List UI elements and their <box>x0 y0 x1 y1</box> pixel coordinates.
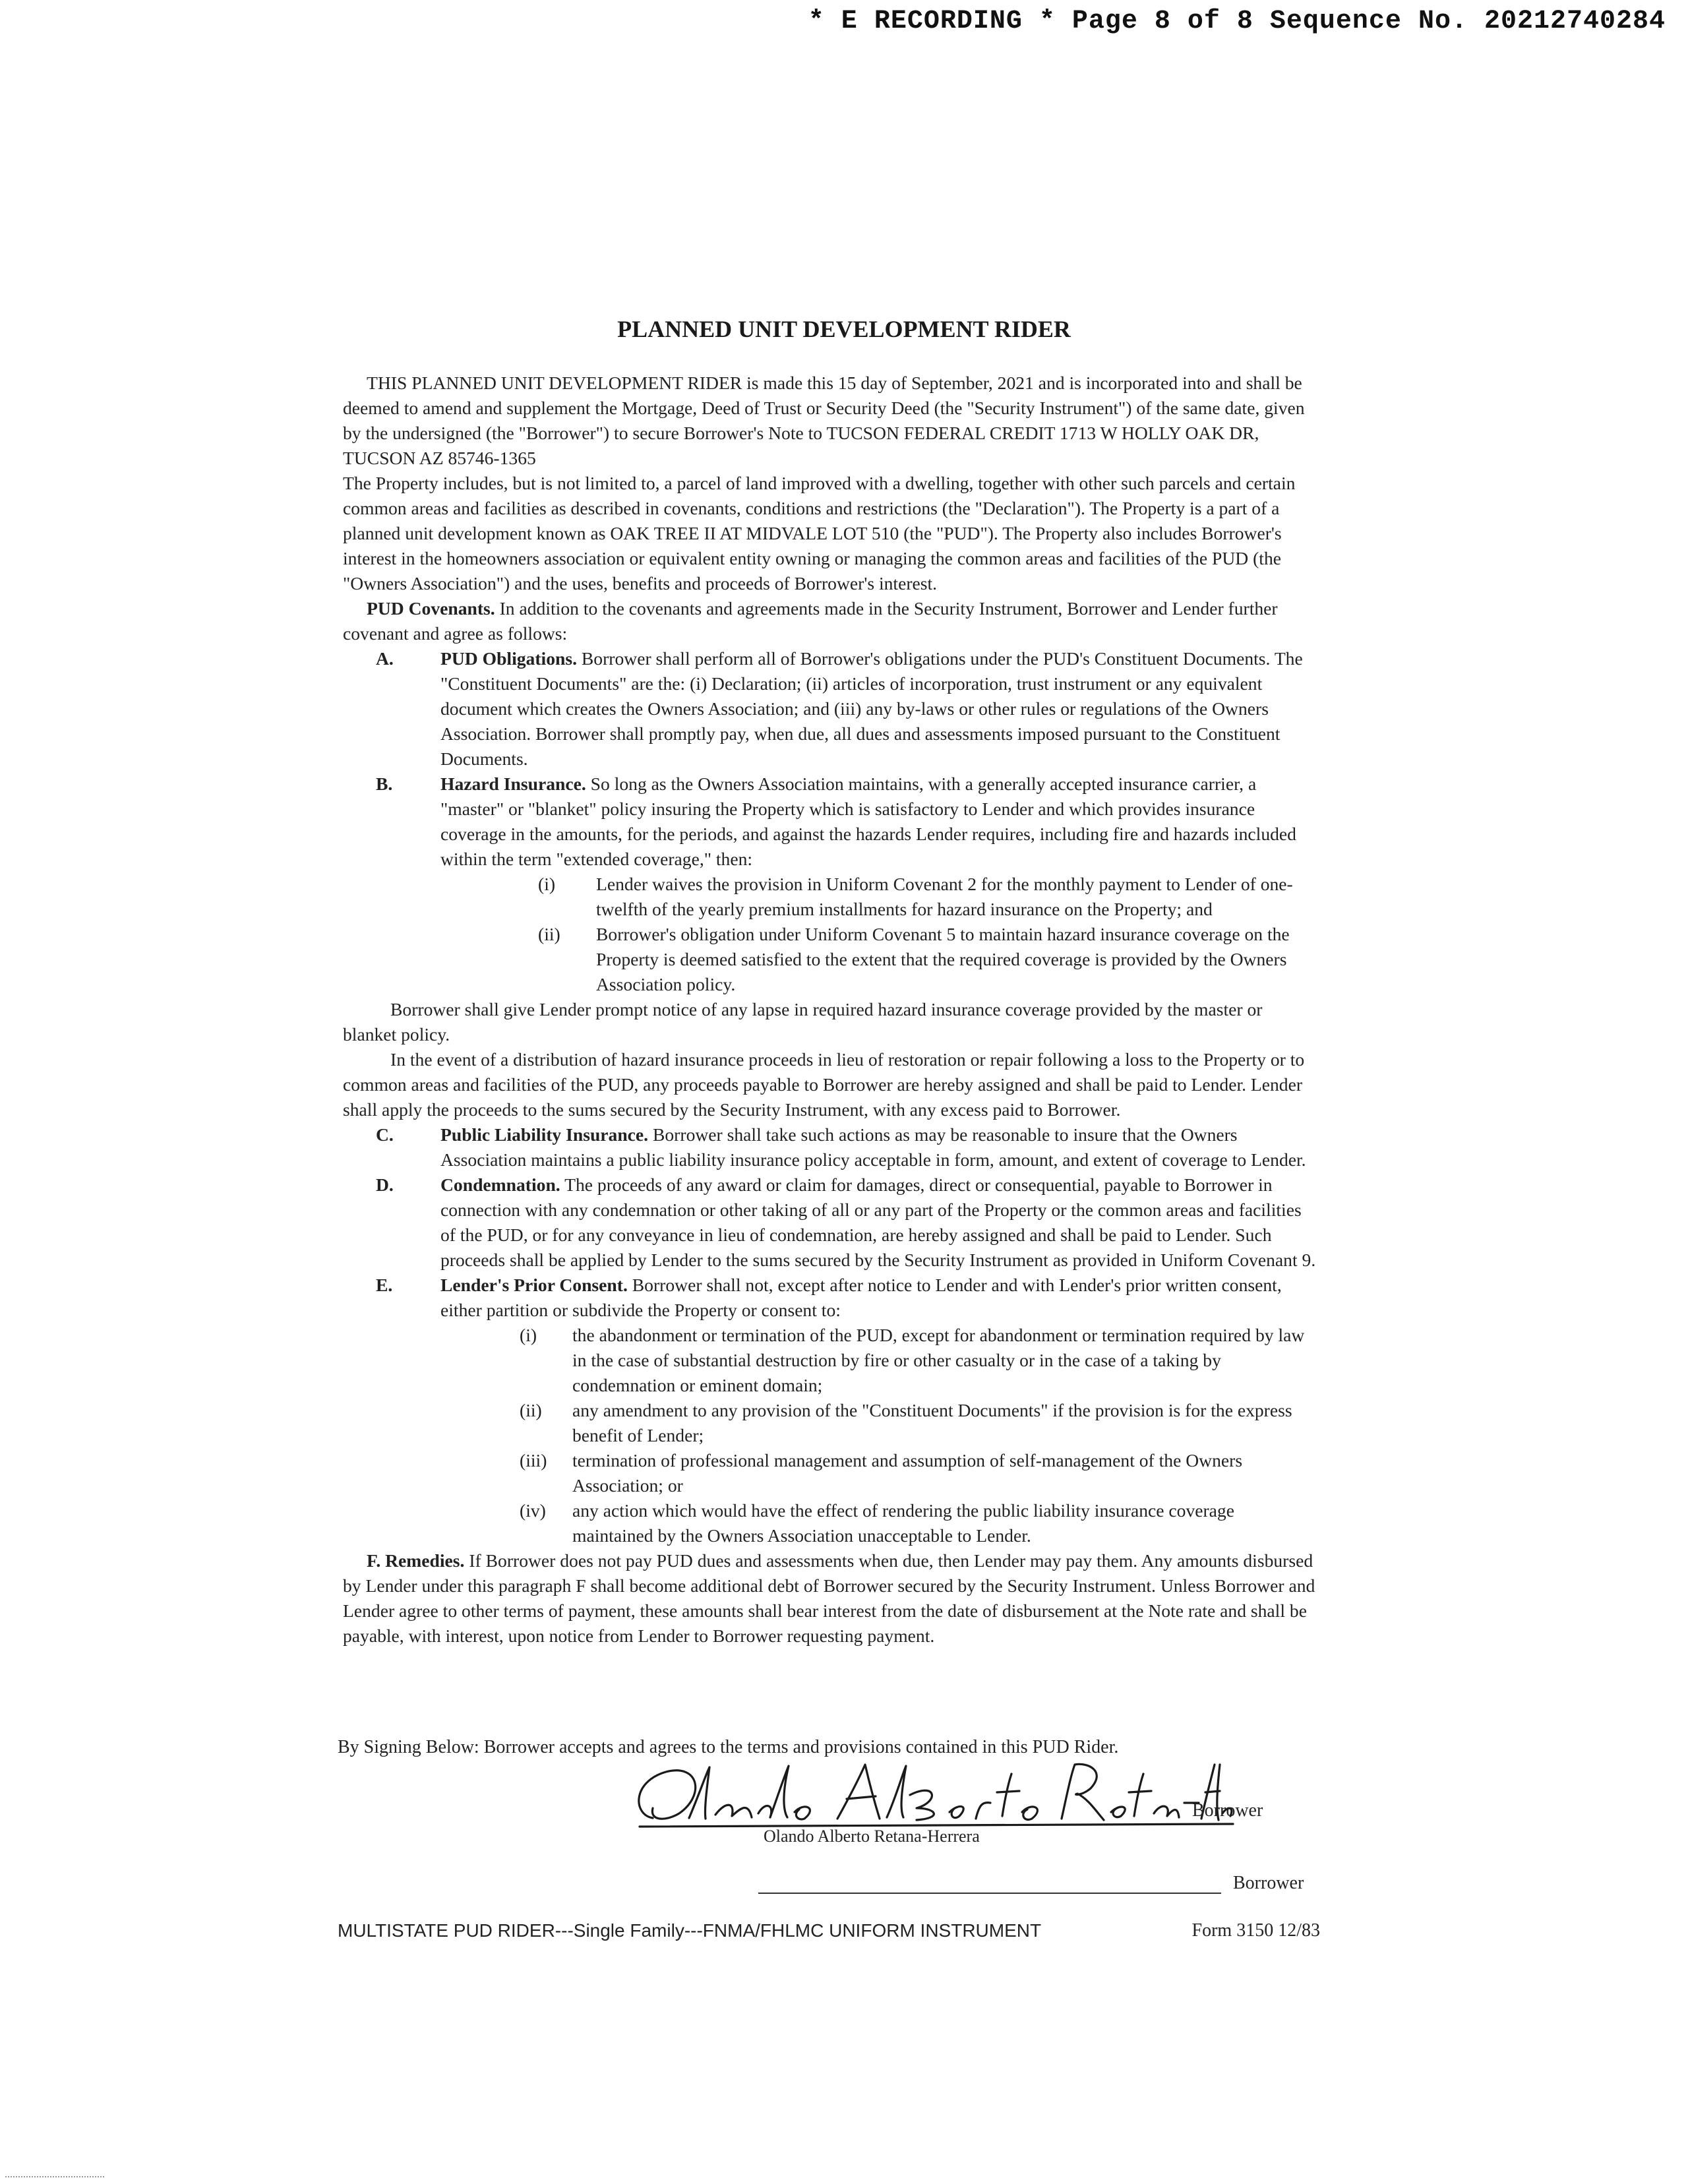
section-b-heading: Hazard Insurance. <box>440 774 586 794</box>
section-a <box>376 646 1319 772</box>
section-e-item-text: the abandonment or termination of the PUD, except for abandonment or termination required by law in the case of substantial destruction by fire or other casualty or in the case of a taking by condemnation or eminent domain; <box>572 1325 1305 1395</box>
section-c <box>376 1122 1319 1172</box>
section-c-heading: Public Liability Insurance. <box>440 1124 649 1145</box>
section-b-paragraph-2: In the event of a distribution of hazard insurance proceeds in lieu of restoration or repair following a loss to the Property or to common areas and facilities of the PUD, any proceeds payable to Borrower are hereby assigned and shall be paid to Lender. Lender shall apply the proceeds to the sums secured by the Security Instrument, with any excess paid to Borrower. <box>343 1049 1305 1120</box>
section-e-item <box>440 1398 1319 1448</box>
section-b-item <box>440 922 1319 997</box>
section-e-item-number: (i) <box>520 1325 537 1345</box>
document-body <box>343 371 1319 1649</box>
section-e-item <box>440 1448 1319 1498</box>
recording-header: * E RECORDING * Page 8 of 8 Sequence No. 20212740284 <box>808 7 1666 36</box>
property-paragraph: The Property includes, but is not limited to, a parcel of land improved with a dwelling, together with other such parcels and certain common areas and facilities as described in covenants, conditions and restrictions (the "Declaration"). The Property is a part of a planned unit development known as OAK TREE II AT MIDVALE LOT 510 (the "PUD"). The Property also includes Borrower's interest in the homeowners association or equivalent entity owning or managing the common areas and facilities of the PUD (the "Owners Association") and the uses, benefits and proceeds of Borrower's interest. <box>343 473 1296 593</box>
covenants-paragraph <box>343 596 1319 646</box>
section-b-item-text: Borrower's obligation under Uniform Covenant 5 to maintain hazard insurance coverage on the Property is deemed satisfied to the extent that the required coverage is provided by the Owners Association policy. <box>596 924 1290 994</box>
section-c-text: Borrower shall take such actions as may be reasonable to insure that the Owners Association maintains a public liability insurance policy acceptable in form, amount, and extent of coverage to Lender. <box>440 1124 1306 1170</box>
borrower-name: Olando Alberto Retana-Herrera <box>764 1827 980 1846</box>
section-e-letter: E. <box>376 1275 393 1295</box>
section-c-letter: C. <box>376 1124 394 1145</box>
section-d-heading: Condemnation. <box>440 1174 560 1195</box>
scan-artifact <box>5 2176 104 2177</box>
form-footer <box>338 1920 1320 1941</box>
section-e-item-number: (iii) <box>520 1450 547 1471</box>
section-f <box>343 1548 1319 1649</box>
section-b-text: So long as the Owners Association maintains, with a generally accepted insurance carrier, a "master" or "blanket" policy insuring the Property which is satisfactory to Lender and which provides insurance coverage in the amounts, for the periods, and against the hazards Lender requires, including fire and hazards included within the term "extended coverage," then: <box>440 774 1296 869</box>
section-e-text: Borrower shall not, except after notice to Lender and with Lender's prior written consent, either partition or subdivide the Property or consent to: <box>440 1275 1282 1320</box>
covenants-heading: PUD Covenants. <box>367 598 495 619</box>
section-d <box>376 1172 1319 1273</box>
section-e-item <box>440 1323 1319 1398</box>
section-e <box>376 1273 1319 1548</box>
footer-form-number: Form 3150 12/83 <box>1191 1920 1320 1941</box>
section-e-item-number: (iv) <box>520 1500 546 1521</box>
section-b-item <box>440 872 1319 922</box>
section-e-item-number: (ii) <box>520 1400 542 1420</box>
section-b-paragraph-1: Borrower shall give Lender prompt notice of any lapse in required hazard insurance coverage provided by the master or blanket policy. <box>343 999 1263 1045</box>
section-b-item-text: Lender waives the provision in Uniform Covenant 2 for the monthly payment to Lender of one-twelfth of the yearly premium installments for hazard insurance on the Property; and <box>596 874 1293 919</box>
borrower-label-1: Borrower <box>1192 1800 1263 1821</box>
section-b-letter: B. <box>376 774 393 794</box>
second-signature-line <box>758 1893 1221 1894</box>
section-a-text: Borrower shall perform all of Borrower's obligations under the PUD's Constituent Documents. The "Constituent Documents" are the: (i) Declaration; (ii) articles of incorporation, trust instrument or any equivalent document which creates the Owners Association; and (iii) any by-laws or other rules or regulations of the Owners Association. Borrower shall promptly pay, when due, all dues and assessments imposed pursuant to the Constituent Documents. <box>440 648 1303 769</box>
section-d-letter: D. <box>376 1174 394 1195</box>
section-f-text: If Borrower does not pay PUD dues and assessments when due, then Lender may pay them. Any amounts disbursed by Lender under this paragraph F shall become additional debt of Borrower secured by the Security Instrument. Unless Borrower and Lender agree to other terms of payment, these amounts shall bear interest from the date of disbursement at the Note rate and shall be payable, with interest, upon notice from Lender to Borrower requesting payment. <box>343 1550 1315 1646</box>
section-a-heading: PUD Obligations. <box>440 648 577 669</box>
footer-instrument: MULTISTATE PUD RIDER---Single Family---FNMA/FHLMC UNIFORM INSTRUMENT <box>338 1920 1042 1941</box>
section-e-item <box>440 1498 1319 1548</box>
signing-statement: By Signing Below: Borrower accepts and agrees to the terms and provisions contained in this PUD Rider. <box>338 1737 1119 1757</box>
section-b-item-number: (i) <box>538 874 556 894</box>
covenants-text: In addition to the covenants and agreements made in the Security Instrument, Borrower and Lender further covenant and agree as follows: <box>343 598 1278 644</box>
section-a-letter: A. <box>376 648 394 669</box>
intro-paragraph: THIS PLANNED UNIT DEVELOPMENT RIDER is made this 15 day of September, 2021 and is incorporated into and shall be deemed to amend and supplement the Mortgage, Deed of Trust or Security Deed (the "Security Instrument") of the same date, given by the undersigned (the "Borrower") to secure Borrower's Note to TUCSON FEDERAL CREDIT 1713 W HOLLY OAK DR, TUCSON AZ 85746-1365 <box>343 373 1305 468</box>
section-f-heading: F. Remedies. <box>367 1550 465 1571</box>
section-b <box>376 772 1319 997</box>
section-e-item-text: termination of professional management and assumption of self-management of the Owners Association; or <box>572 1450 1243 1496</box>
section-e-item-text: any amendment to any provision of the "Constituent Documents" if the provision is for the express benefit of Lender; <box>572 1400 1292 1445</box>
section-e-item-text: any action which would have the effect of rendering the public liability insurance coverage maintained by the Owners Association unacceptable to Lender. <box>572 1500 1234 1546</box>
section-d-text: The proceeds of any award or claim for damages, direct or consequential, payable to Borrower in connection with any condemnation or other taking of all or any part of the Property or the common areas and facilities of the PUD, or for any conveyance in lieu of condemnation, are hereby assigned and shall be paid to Lender. Such proceeds shall be applied by Lender to the sums secured by the Security Instrument as provided in Uniform Covenant 9. <box>440 1174 1316 1270</box>
document-title: PLANNED UNIT DEVELOPMENT RIDER <box>617 316 1071 342</box>
borrower-label-2: Borrower <box>1233 1873 1304 1893</box>
section-e-heading: Lender's Prior Consent. <box>440 1275 628 1295</box>
section-b-item-number: (ii) <box>538 924 560 944</box>
